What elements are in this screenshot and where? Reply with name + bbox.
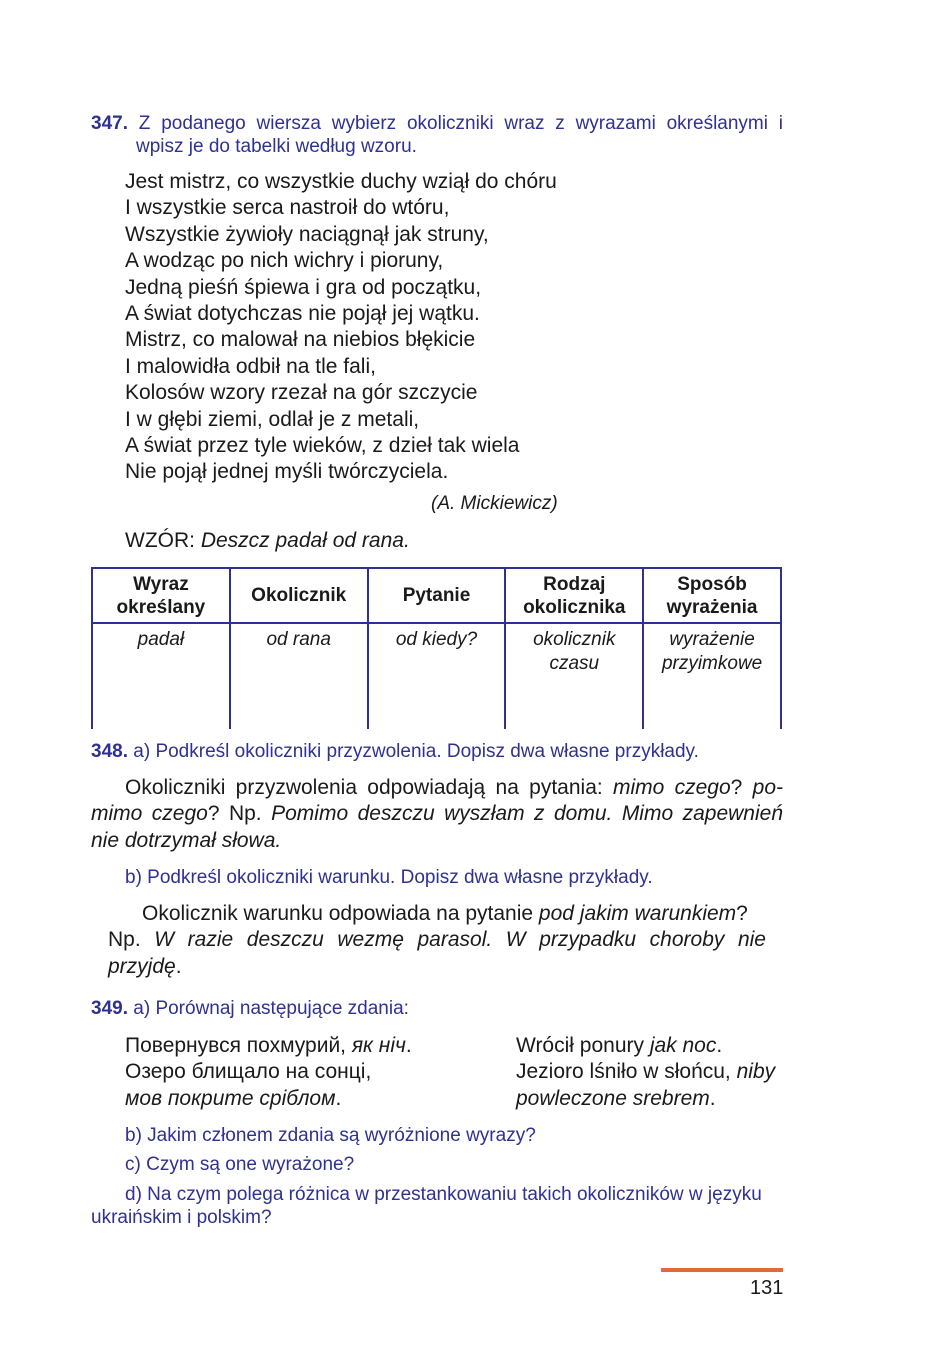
poem-line: A świat dotychczas nie pojął jej wątku.	[125, 302, 480, 326]
ex348-paragraph-1: Okoliczniki przyzwolenia odpowiadają na pytania: mimo czego? po- mimo czego? Np. Pomimo deszczu wyszłam z domu. Mimo zapewnień nie dotrzymał słowa.	[91, 776, 784, 852]
ex349-question-b: b) Jakim członem zdania są wyróżnione wyrazy?	[125, 1125, 536, 1146]
ex347-number: 347.	[91, 113, 128, 134]
page-number-rule	[661, 1268, 783, 1272]
poem-line: Kolosów wzory rzezał na gór szczycie	[125, 381, 478, 405]
table-header: Okolicznik	[230, 568, 368, 623]
table-header: Pytanie	[368, 568, 506, 623]
ex349-instruction-a: 349. a) Porównaj następujące zdania:	[91, 998, 409, 1019]
poem-line: Mistrz, co malował na niebios błękicie	[125, 328, 476, 352]
ex348-paragraph-2: Okolicznik warunku odpowiada na pytanie pod jakim warunkiem? Np. W razie deszczu wezmę parasol. W przypadku choroby nie przyjdę.	[108, 902, 766, 978]
table-header: Sposób wyrażenia	[643, 568, 781, 623]
page-number: 131	[750, 1277, 784, 1299]
table-cell: wyrażenie przyimkowe	[643, 623, 781, 729]
poem-line: Wszystkie żywioły naciągnął jak struny,	[125, 222, 489, 246]
poem-line: Nie pojął jednej myśli twórczyciela.	[125, 460, 449, 484]
table-cell: od rana	[230, 623, 368, 729]
poem-line: Jedną pieśń śpiewa i gra od początku,	[125, 275, 482, 299]
ex348-instruction-b: b) Podkreśl okoliczniki warunku. Dopisz dwa własne przykłady.	[125, 867, 653, 888]
poem-line: A wodząc po nich wichry i pioruny,	[125, 249, 444, 273]
table-cell: okolicznik czasu	[505, 623, 643, 729]
pattern-label: WZÓR:	[125, 529, 195, 552]
adverbial-table	[91, 567, 782, 729]
pattern-sentence: Deszcz padał od rana.	[200, 529, 410, 552]
poem-line: A świat przez tyle wieków, z dzieł tak wiela	[125, 434, 520, 458]
table-header-row	[92, 568, 781, 623]
poem-line: I w głębi ziemi, odlał je z metali,	[125, 407, 420, 431]
ex349-question-c: c) Czym są one wyrażone?	[125, 1154, 355, 1175]
example-pattern	[125, 528, 410, 554]
poem-author: (A. Mickiewicz)	[431, 493, 558, 514]
ex348-number: 348.	[91, 741, 128, 762]
table-header: Wyraz określany	[92, 568, 230, 623]
polish-sentences: Wrócił ponury jak noc. Jezioro lśniło w słońcu, niby powleczone srebrem.	[516, 1034, 776, 1110]
ex349-question-d: d) Na czym polega różnica w przestankowaniu takich okoliczników w języku ukraińskim i polskim?	[91, 1184, 762, 1228]
ex347-instruction	[91, 112, 783, 158]
poem	[125, 169, 557, 486]
ex347-instruction-line1: Z podanego wiersza wybierz okoliczniki wraz z wyrazami określanymi i	[138, 113, 783, 134]
table-row	[92, 623, 781, 729]
ex348-instruction-a: 348. a) Podkreśl okoliczniki przyzwolenia. Dopisz dwa własne przykłady.	[91, 741, 699, 762]
table-cell: padał	[92, 623, 230, 729]
poem-line: I wszystkie serca nastroił do wtóru,	[125, 196, 450, 220]
ex347-instruction-line2: wpisz je do tabelki według wzoru.	[136, 136, 417, 157]
ukrainian-sentences: Повернувся похмурий, як ніч. Озеро блищало на сонці, мов покрите сріблом.	[125, 1034, 412, 1110]
table-cell: od kiedy?	[368, 623, 506, 729]
table-header: Rodzaj okolicznika	[505, 568, 643, 623]
poem-line: I malowidła odbił na tle fali,	[125, 354, 376, 378]
ex349-number: 349.	[91, 998, 128, 1019]
poem-line: Jest mistrz, co wszystkie duchy wziął do chóru	[125, 170, 557, 193]
